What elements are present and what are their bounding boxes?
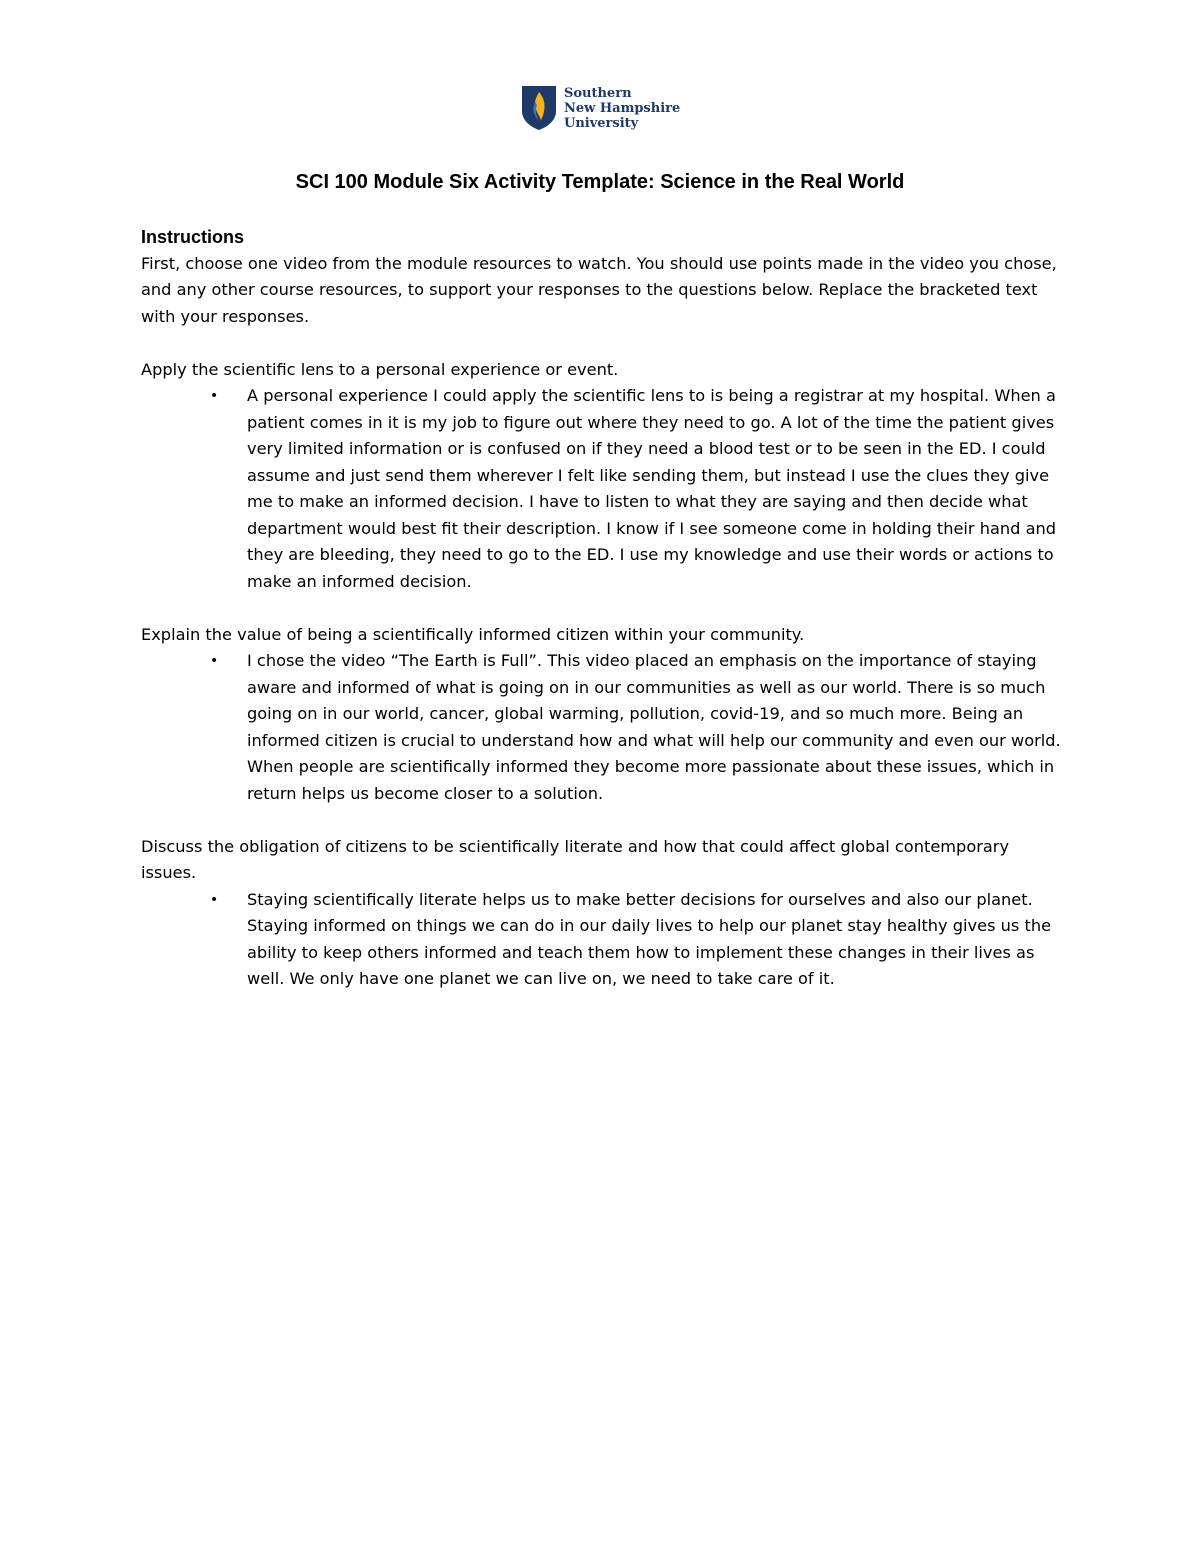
response-list bbox=[141, 648, 1061, 807]
section-2 bbox=[141, 622, 1061, 808]
section-prompt: Explain the value of being a scientifically informed citizen within your community. bbox=[141, 624, 805, 644]
response-text: I chose the video “The Earth is Full”. This video placed an emphasis on the importance of staying aware and informed of what is going on in our communities as well as our world. There is so much going on in our world, cancer, global warming, pollution, covid-19, and so much more. Being an informed citizen is crucial to understand how and what will help our community and even our world. When people are scientifically informed they become more passionate about these issues, which in return helps us become closer to a solution. bbox=[247, 651, 1061, 803]
section-1 bbox=[141, 357, 1061, 596]
instructions-body: First, choose one video from the module resources to watch. You should use points made in the video you chose, and any other course resources, to support your responses to the questions below. Replace the bracketed text with your responses. bbox=[141, 253, 1057, 326]
response-item bbox=[210, 383, 1061, 595]
section-prompt: Apply the scientific lens to a personal experience or event. bbox=[141, 359, 619, 379]
document-body bbox=[141, 224, 1061, 993]
instructions-heading: Instructions bbox=[141, 227, 245, 247]
response-list bbox=[141, 383, 1061, 595]
response-text: A personal experience I could apply the scientific lens to is being a registrar at my hospital. When a patient comes in it is my job to figure out where they need to go. A lot of the time the patient gives very limited information or is confused on if they need a blood test or to be seen in the ED. I could assume and just send them wherever I felt like sending them, but instead I use the clues they give me to make an informed decision. I have to listen to what they are saying and then decide what department would best fit their description. I know if I see someone come in holding their hand and they are bleeding, they need to go to the ED. I use my knowledge and use their words or actions to make an informed decision. bbox=[247, 386, 1057, 591]
document-title: SCI 100 Module Six Activity Template: Science in the Real World bbox=[295, 171, 905, 193]
response-item bbox=[210, 648, 1061, 807]
logo-line-3: University bbox=[564, 115, 639, 131]
logo-line-2: New Hampshire bbox=[564, 100, 681, 116]
response-list bbox=[141, 887, 1061, 993]
bullet-icon: • bbox=[210, 653, 219, 669]
logo-line-1: Southern bbox=[564, 85, 632, 101]
response-item bbox=[210, 887, 1061, 993]
section-prompt: Discuss the obligation of citizens to be scientifically literate and how that could affect global contemporary issues. bbox=[141, 836, 1010, 882]
response-text: Staying scientifically literate helps us to make better decisions for ourselves and also our planet. Staying informed on things we can do in our daily lives to help our planet stay healthy gives us the ability to keep others informed and teach them how to implement these changes in their lives as well. We only have one planet we can live on, we need to take care of it. bbox=[247, 889, 1052, 988]
bullet-icon: • bbox=[210, 891, 219, 908]
section-3 bbox=[141, 834, 1061, 993]
shield-flame-icon bbox=[521, 85, 557, 131]
university-name bbox=[564, 86, 680, 131]
bullet-icon: • bbox=[210, 388, 219, 404]
university-logo bbox=[521, 84, 680, 132]
